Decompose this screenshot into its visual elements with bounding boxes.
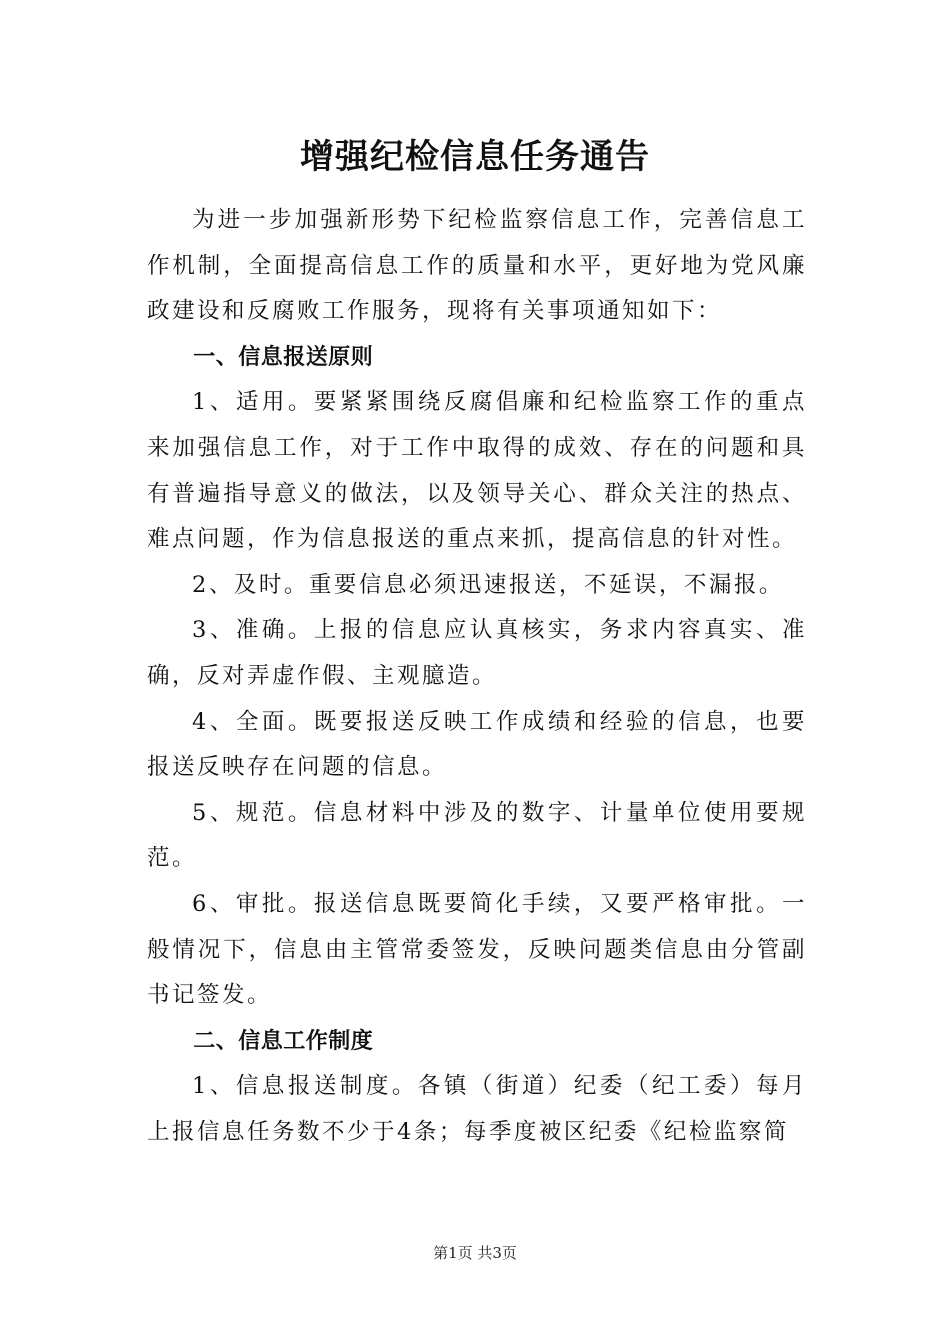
principle-item: 6、审批。报送信息既要简化手续，又要严格审批。一般情况下，信息由主管常委签发，反映问题类信息由分管副书记签发。 <box>147 890 807 1009</box>
document-title: 增强纪检信息任务通告 <box>300 137 650 177</box>
intro-paragraph: 为进一步加强新形势下纪检监察信息工作，完善信息工作机制，全面提高信息工作的质量和水平，更好地为党风廉政建设和反腐败工作服务，现将有关事项通知如下： <box>147 207 807 325</box>
principle-item: 4、全面。既要报送反映工作成绩和经验的信息，也要报送反映存在问题的信息。 <box>147 708 807 781</box>
principle-item: 3、准确。上报的信息应认真核实，务求内容真实、准确，反对弄虚作假、主观臆造。 <box>147 617 807 689</box>
section-heading-system: 二、信息工作制度 <box>193 1028 374 1054</box>
document-body <box>147 198 807 1155</box>
principle-item: 1、适用。要紧紧围绕反腐倡廉和纪检监察工作的重点来加强信息工作，对于工作中取得的成效、存在的问题和具有普遍指导意义的做法，以及领导关心、群众关注的热点、难点问题，作为信息报送的重点来抓，提高信息的针对性。 <box>147 389 807 553</box>
page-indicator: 第1页 共3页 <box>433 1244 517 1262</box>
principle-item: 2、及时。重要信息必须迅速报送，不延误，不漏报。 <box>192 571 784 598</box>
principle-item: 5、规范。信息材料中涉及的数字、计量单位使用要规范。 <box>147 799 807 872</box>
section-heading-principles: 一、信息报送原则 <box>193 344 374 370</box>
system-item: 1、信息报送制度。各镇（街道）纪委（纪工委）每月上报信息任务数不少于4条；每季度被区纪委《纪检监察简 <box>147 1073 807 1145</box>
